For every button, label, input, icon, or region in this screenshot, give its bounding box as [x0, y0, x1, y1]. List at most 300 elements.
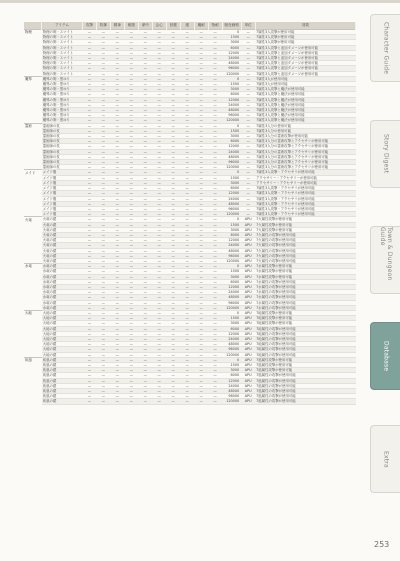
stat-cell: — [208, 217, 222, 222]
price-cell: 0 [222, 76, 241, 81]
stat-cell: — [166, 336, 180, 341]
stat-cell: — [166, 139, 180, 144]
stat-cell: — [208, 274, 222, 279]
price-cell: 24000 [222, 383, 241, 388]
stat-cell: — [152, 113, 166, 118]
price-cell: 1500 [222, 128, 241, 133]
stat-cell: — [241, 128, 255, 133]
top-rule [0, 0, 400, 3]
stat-cell: — [166, 50, 180, 55]
stat-cell: — [152, 186, 166, 191]
stat-cell: — [82, 66, 96, 71]
price-cell: 48000 [222, 389, 241, 394]
stat-cell: — [194, 165, 208, 170]
stat-cell: — [138, 336, 152, 341]
stat-cell: — [194, 144, 208, 149]
stat-cell: — [138, 149, 152, 154]
column-header: 効果 [255, 22, 355, 30]
stat-cell: — [138, 201, 152, 206]
stat-cell: — [152, 87, 166, 92]
stat-cell: APU [241, 399, 255, 404]
stat-cell: — [241, 40, 255, 45]
item-name: 火竜の鎧 [42, 243, 83, 248]
stat-cell: — [194, 87, 208, 92]
stat-cell: — [124, 238, 138, 243]
stat-cell: — [96, 331, 110, 336]
price-cell: 1500 [222, 316, 241, 321]
stat-cell: — [208, 154, 222, 159]
stat-cell: — [180, 399, 194, 404]
item-name: 大地の鎧 [42, 336, 83, 341]
stat-cell: — [208, 316, 222, 321]
stat-cell: — [124, 30, 138, 35]
stat-cell: — [138, 347, 152, 352]
price-cell: 120000 [222, 399, 241, 404]
stat-cell: — [194, 321, 208, 326]
effect-cell: アクセサリー・アクセサリーが使用可能 [255, 180, 355, 185]
stat-cell: — [110, 264, 124, 269]
stat-cell: — [241, 118, 255, 123]
stat-cell: — [152, 305, 166, 310]
item-name: メイド服 [42, 186, 83, 191]
stat-cell: — [82, 35, 96, 40]
stat-cell: APU [241, 321, 255, 326]
stat-cell: — [110, 102, 124, 107]
stat-cell: — [96, 295, 110, 300]
stat-cell: — [82, 82, 96, 87]
stat-cell: — [194, 264, 208, 269]
stat-cell: — [110, 394, 124, 399]
stat-cell: — [241, 56, 255, 61]
stat-cell: — [241, 76, 255, 81]
stat-cell: — [208, 264, 222, 269]
column-header: 攻撃 [82, 22, 96, 30]
section-tab[interactable] [370, 425, 400, 493]
stat-cell: — [208, 222, 222, 227]
stat-cell: — [180, 113, 194, 118]
column-header: 回避 [166, 22, 180, 30]
stat-cell: — [96, 368, 110, 373]
stat-cell: — [208, 201, 222, 206]
stat-cell: — [194, 154, 208, 159]
item-name: 魔導の剣・黒ゆり [42, 108, 83, 113]
stat-cell: — [138, 357, 152, 362]
stat-cell: — [208, 191, 222, 196]
price-cell: 48000 [222, 61, 241, 66]
stat-cell: — [180, 290, 194, 295]
price-cell: 24000 [222, 290, 241, 295]
stat-cell: — [208, 295, 222, 300]
stat-cell: — [96, 71, 110, 76]
stat-cell: — [208, 144, 222, 149]
stat-cell: — [152, 336, 166, 341]
stat-cell: — [138, 243, 152, 248]
stat-cell: — [180, 321, 194, 326]
price-cell: 6000 [222, 45, 241, 50]
stat-cell: — [166, 378, 180, 383]
stat-cell: — [124, 61, 138, 66]
effect-cell: 7風属性の攻撃が使用可能 [255, 383, 355, 388]
stat-cell: — [152, 61, 166, 66]
stat-cell: — [152, 206, 166, 211]
stat-cell: — [138, 363, 152, 368]
stat-cell: — [241, 92, 255, 97]
stat-cell: — [166, 212, 180, 217]
price-cell: 0 [222, 30, 241, 35]
stat-cell: — [96, 45, 110, 50]
price-cell: 120000 [222, 118, 241, 123]
stat-cell: — [152, 342, 166, 347]
stat-cell: — [208, 92, 222, 97]
stat-cell: — [96, 97, 110, 102]
stat-cell: APU [241, 269, 255, 274]
stat-cell: — [82, 45, 96, 50]
item-name: メイド服 [42, 206, 83, 211]
stat-cell: — [208, 134, 222, 139]
stat-cell: — [241, 134, 255, 139]
stat-cell: — [110, 295, 124, 300]
stat-cell: — [166, 310, 180, 315]
item-name: 疾風の鎧 [42, 363, 83, 368]
section-tab[interactable] [370, 14, 400, 82]
stat-cell: — [166, 227, 180, 232]
item-name: 霊術師の杖 [42, 165, 83, 170]
stat-cell: — [166, 321, 180, 326]
stat-cell: — [180, 123, 194, 128]
stat-cell: — [166, 368, 180, 373]
stat-cell: — [110, 45, 124, 50]
price-cell: 48000 [222, 295, 241, 300]
stat-cell: — [194, 134, 208, 139]
price-cell: 1500 [222, 82, 241, 87]
stat-cell: — [180, 206, 194, 211]
stat-cell: — [180, 186, 194, 191]
stat-cell: — [124, 165, 138, 170]
stat-cell: — [180, 305, 194, 310]
stat-cell: — [124, 186, 138, 191]
section-tab-label: Extra [382, 450, 390, 468]
stat-cell: — [241, 102, 255, 107]
stat-cell: — [110, 232, 124, 237]
stat-cell: — [208, 71, 222, 76]
stat-cell: — [110, 180, 124, 185]
stat-cell: — [124, 347, 138, 352]
stat-cell: — [96, 300, 110, 305]
stat-cell: — [180, 144, 194, 149]
stat-cell: — [208, 357, 222, 362]
section-tab[interactable] [370, 120, 400, 188]
stat-cell: APU [241, 295, 255, 300]
stat-cell: — [180, 196, 194, 201]
stat-cell: — [110, 269, 124, 274]
stat-cell: APU [241, 217, 255, 222]
stat-cell: — [124, 378, 138, 383]
stat-cell: — [96, 206, 110, 211]
stat-cell: — [82, 258, 96, 263]
stat-cell: — [180, 232, 194, 237]
stat-cell: — [194, 316, 208, 321]
stat-cell: — [110, 290, 124, 295]
stat-cell: — [124, 274, 138, 279]
stat-cell: — [194, 30, 208, 35]
stat-cell: — [152, 378, 166, 383]
effect-cell: 7風属性の攻撃が使用可能 [255, 378, 355, 383]
item-name: 大地の鎧 [42, 321, 83, 326]
item-name: 水竜の鎧 [42, 300, 83, 305]
stat-cell: — [208, 76, 222, 81]
stat-cell: — [138, 290, 152, 295]
stat-cell: — [96, 123, 110, 128]
stat-cell: — [208, 61, 222, 66]
stat-cell: — [138, 186, 152, 191]
effect-cell: 7火属性の攻撃が使用可能 [255, 258, 355, 263]
price-cell: 12000 [222, 144, 241, 149]
column-header: アイテム [42, 22, 83, 30]
item-name: 霊術師の杖 [42, 134, 83, 139]
stat-cell: — [124, 87, 138, 92]
stat-cell: — [96, 61, 110, 66]
stat-cell: — [152, 290, 166, 295]
stat-cell: — [96, 389, 110, 394]
stat-cell: — [208, 227, 222, 232]
stat-cell: — [82, 248, 96, 253]
stat-cell: — [124, 102, 138, 107]
stat-cell: APU [241, 238, 255, 243]
item-name: 霊術師の杖 [42, 144, 83, 149]
stat-cell: — [166, 238, 180, 243]
stat-cell: — [96, 56, 110, 61]
stat-cell: — [194, 40, 208, 45]
stat-cell: — [110, 149, 124, 154]
stat-cell: — [194, 149, 208, 154]
effect-cell: 7属性3人攻撃と魔法が使用可能 [255, 97, 355, 102]
stat-cell: — [166, 389, 180, 394]
stat-cell: — [96, 113, 110, 118]
stat-cell: — [194, 331, 208, 336]
stat-cell: — [96, 264, 110, 269]
column-header: 販売価格 [222, 22, 241, 30]
stat-cell: — [124, 321, 138, 326]
stat-cell: — [166, 165, 180, 170]
stat-cell: — [241, 108, 255, 113]
effect-cell: 7地属性の攻撃が使用可能 [255, 352, 355, 357]
stat-cell: — [82, 378, 96, 383]
stat-cell: — [110, 368, 124, 373]
stat-cell: — [152, 217, 166, 222]
price-cell: 24000 [222, 243, 241, 248]
stat-cell: — [180, 108, 194, 113]
stat-cell: — [82, 232, 96, 237]
stat-cell: — [194, 389, 208, 394]
effect-cell: 7属性3人攻撃・アクセサリが使用可能 [255, 201, 355, 206]
section-tab[interactable] [370, 322, 400, 390]
stat-cell: — [152, 212, 166, 217]
stat-cell: — [96, 201, 110, 206]
stat-cell: — [180, 363, 194, 368]
effect-cell: 7属性3人攻撃・アクセサリが使用可能 [255, 170, 355, 175]
stat-cell: — [208, 279, 222, 284]
stat-cell: — [110, 35, 124, 40]
stat-cell: — [180, 316, 194, 321]
stat-cell: — [208, 373, 222, 378]
stat-cell: APU [241, 336, 255, 341]
stat-cell: — [166, 222, 180, 227]
stat-cell: — [96, 134, 110, 139]
item-name: 魔導の剣・黒ゆり [42, 102, 83, 107]
column-header: 精神 [110, 22, 124, 30]
stat-cell: — [194, 300, 208, 305]
stat-cell: — [180, 274, 194, 279]
stat-cell: APU [241, 274, 255, 279]
stat-cell: — [166, 35, 180, 40]
stat-cell: — [194, 170, 208, 175]
effect-cell: 7地属性の攻撃が使用可能 [255, 342, 355, 347]
stat-cell: — [82, 383, 96, 388]
item-name: 火竜の鎧 [42, 248, 83, 253]
item-name: 霊術師の杖 [42, 149, 83, 154]
stat-cell: — [152, 347, 166, 352]
stat-cell: — [96, 35, 110, 40]
stat-cell: — [138, 389, 152, 394]
stat-cell: — [124, 316, 138, 321]
stat-cell: — [110, 363, 124, 368]
stat-cell: — [208, 269, 222, 274]
stat-cell: — [208, 66, 222, 71]
stat-cell: — [82, 310, 96, 315]
stat-cell: — [82, 123, 96, 128]
stat-cell: — [208, 160, 222, 165]
stat-cell: — [152, 222, 166, 227]
stat-cell: APU [241, 394, 255, 399]
stat-cell: — [241, 45, 255, 50]
stat-cell: — [194, 342, 208, 347]
stat-cell: — [82, 342, 96, 347]
section-tab-label: Town & Dungeon Guide [379, 227, 393, 281]
item-name: 疾風の鎧 [42, 399, 83, 404]
price-cell: 24000 [222, 196, 241, 201]
stat-cell: — [124, 248, 138, 253]
stat-cell: — [194, 363, 208, 368]
stat-cell: — [82, 264, 96, 269]
stat-cell: — [166, 154, 180, 159]
stat-cell: — [180, 61, 194, 66]
stat-cell: — [152, 76, 166, 81]
stat-cell: — [194, 310, 208, 315]
stat-cell: — [124, 389, 138, 394]
stat-cell: — [241, 180, 255, 185]
stat-cell: — [208, 232, 222, 237]
price-cell: 6000 [222, 279, 241, 284]
stat-cell: — [152, 352, 166, 357]
stat-cell: — [96, 149, 110, 154]
stat-cell: — [194, 61, 208, 66]
item-name: 物理の剣・スマイト [42, 50, 83, 55]
stat-cell: — [152, 383, 166, 388]
price-cell: 3000 [222, 134, 241, 139]
price-cell: 120000 [222, 305, 241, 310]
stat-cell: — [208, 186, 222, 191]
stat-cell: — [110, 40, 124, 45]
effect-cell: 7属性3人分の使用可能 [255, 123, 355, 128]
stat-cell: — [138, 123, 152, 128]
stat-cell: — [124, 290, 138, 295]
stat-cell: — [82, 243, 96, 248]
effect-cell: 7風属性攻撃が使用可能 [255, 357, 355, 362]
stat-cell: — [152, 232, 166, 237]
stat-cell: — [180, 40, 194, 45]
stat-cell: — [124, 357, 138, 362]
stat-cell: — [180, 378, 194, 383]
stat-cell: — [194, 232, 208, 237]
stat-cell: — [138, 108, 152, 113]
stat-cell: — [241, 201, 255, 206]
stat-cell: — [166, 363, 180, 368]
stat-cell: — [96, 274, 110, 279]
stat-cell: — [124, 222, 138, 227]
stat-cell: — [152, 175, 166, 180]
stat-cell: — [152, 123, 166, 128]
stat-cell: — [110, 222, 124, 227]
stat-cell: — [96, 154, 110, 159]
stat-cell: — [152, 180, 166, 185]
effect-cell: 7火属性攻撃が使用可能 [255, 227, 355, 232]
stat-cell: — [194, 50, 208, 55]
group-label: 物理 [24, 30, 42, 35]
stat-cell: — [180, 201, 194, 206]
stat-cell: — [180, 45, 194, 50]
section-tab[interactable] [370, 226, 400, 294]
table-body [24, 30, 356, 405]
stat-cell: — [138, 217, 152, 222]
stat-cell: — [152, 82, 166, 87]
stat-cell: — [152, 295, 166, 300]
price-cell: 48000 [222, 248, 241, 253]
stat-cell: — [82, 108, 96, 113]
stat-cell: — [138, 92, 152, 97]
table-header [24, 22, 356, 30]
effect-cell: 7属性3人攻撃と追加ダメージが使用可能 [255, 66, 355, 71]
stat-cell: — [138, 321, 152, 326]
stat-cell: — [82, 269, 96, 274]
stat-cell: — [110, 160, 124, 165]
stat-cell: — [166, 61, 180, 66]
stat-cell: — [124, 258, 138, 263]
stat-cell: — [110, 128, 124, 133]
stat-cell: — [241, 160, 255, 165]
effect-cell: 7火属性の攻撃が使用可能 [255, 253, 355, 258]
stat-cell: — [194, 45, 208, 50]
stat-cell: — [152, 357, 166, 362]
stat-cell: — [166, 118, 180, 123]
stat-cell: — [194, 253, 208, 258]
stat-cell: — [194, 258, 208, 263]
stat-cell: — [124, 368, 138, 373]
stat-cell: — [166, 56, 180, 61]
stat-cell: — [166, 186, 180, 191]
stat-cell: — [180, 264, 194, 269]
stat-cell: — [241, 30, 255, 35]
stat-cell: — [96, 383, 110, 388]
price-cell: 12000 [222, 378, 241, 383]
stat-cell: — [82, 274, 96, 279]
stat-cell: — [166, 394, 180, 399]
stat-cell: — [82, 217, 96, 222]
stat-cell: — [138, 274, 152, 279]
stat-cell: — [194, 139, 208, 144]
stat-cell: — [138, 295, 152, 300]
stat-cell: — [166, 108, 180, 113]
price-cell: 48000 [222, 154, 241, 159]
